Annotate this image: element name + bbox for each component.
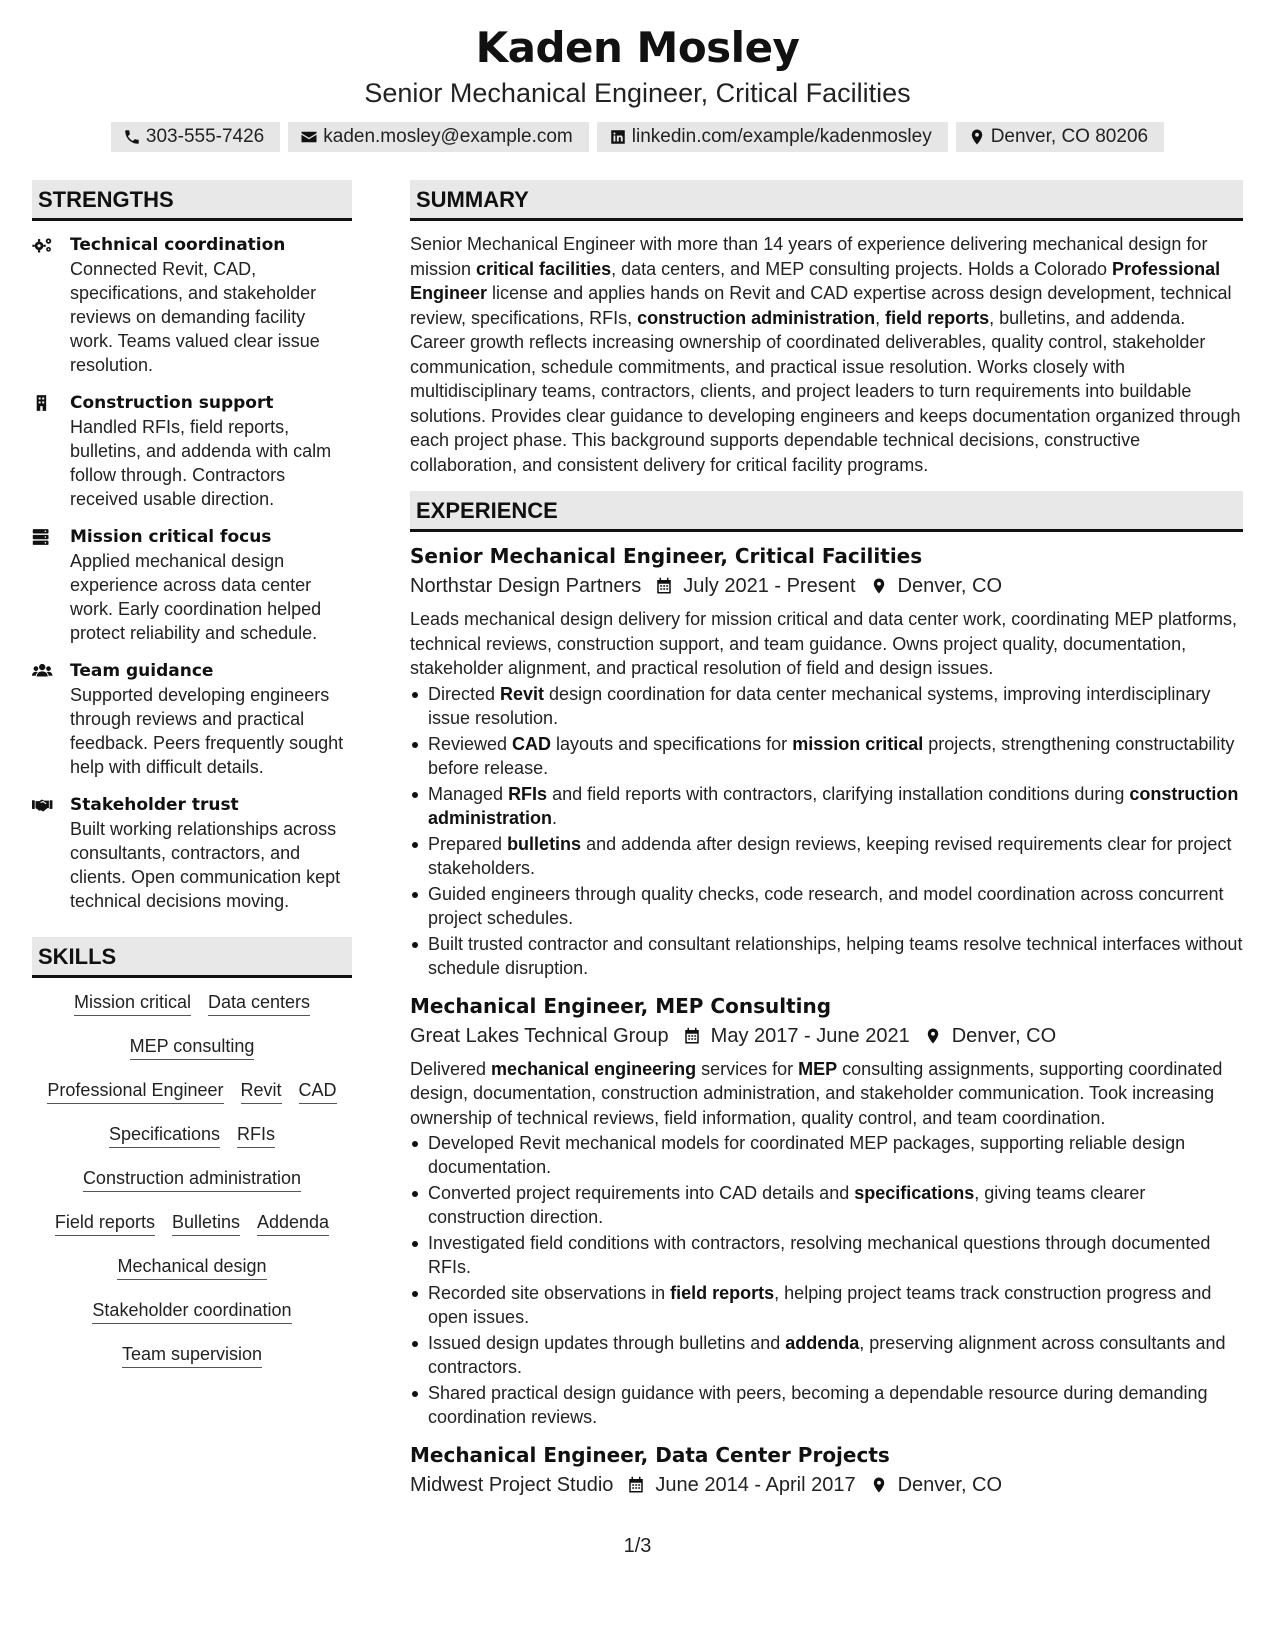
skill-tag: Addenda xyxy=(257,1210,329,1236)
bold-term: CAD xyxy=(512,733,552,754)
skills-section xyxy=(32,937,352,1368)
job-bullets xyxy=(410,682,1243,980)
experience-list xyxy=(410,542,1243,1500)
job-bullet: Recorded site observations in field reports, helping project teams track construction progress and open issues. xyxy=(410,1281,1243,1329)
strength-item xyxy=(32,391,352,511)
skill-row xyxy=(32,1298,352,1324)
linkedin-icon xyxy=(609,128,627,146)
strength-title: Team guidance xyxy=(70,661,214,681)
email-text: kaden.mosley@example.com xyxy=(323,126,573,147)
summary-text: Senior Mechanical Engineer with more than 14 years of experience delivering mechanical design for mission critical facilities, data centers, and MEP consulting projects. Holds a Colorado Professional Engineer license and applies hands on Revit and CAD expertise across design development, technical review, specifications, RFIs, construction administration, field reports, bulletins, and addenda. Career growth reflects increasing ownership of coordinated deliverables, quality control, stakeholder communication, schedule commitments, and practical issue resolution. Works closely with multidisciplinary teams, contractors, clients, and project leaders to turn requirements into buildable solutions. Provides clear guidance to developing engineers and keeps documentation organized through each project phase. This background supports dependable technical decisions, constructive collaboration, and consistent delivery for critical facility programs. xyxy=(410,234,1241,475)
candidate-name: Kaden Mosley xyxy=(475,23,800,72)
job-entry xyxy=(410,992,1243,1430)
job-entry xyxy=(410,542,1243,980)
strength-item xyxy=(32,659,352,779)
skill-tag: Mission critical xyxy=(74,990,191,1016)
strength-title: Mission critical focus xyxy=(70,527,272,547)
job-company: Midwest Project Studio xyxy=(410,1474,614,1496)
strengths-heading: STRENGTHS xyxy=(32,180,352,221)
job-bullet: Issued design updates through bulletins and addenda, preserving alignment across consultants and contractors. xyxy=(410,1331,1243,1379)
job-description: Leads mechanical design delivery for mission critical and data center work, coordinating MEP platforms, technical reviews, construction support, and team guidance. Owns project quality, documentation, stakeholder alignment, and practical resolution of field and design issues. xyxy=(410,609,1238,678)
page-number: 1/3 xyxy=(623,1535,652,1557)
skill-tag: Revit xyxy=(241,1078,282,1104)
skill-tag: Team supervision xyxy=(122,1342,262,1368)
strength-item xyxy=(32,793,352,913)
job-company: Great Lakes Technical Group xyxy=(410,1024,669,1047)
skill-tag: CAD xyxy=(299,1078,337,1104)
map-pin-icon xyxy=(870,577,888,595)
skill-row xyxy=(32,1166,352,1192)
building-icon xyxy=(32,394,54,412)
job-company: Northstar Design Partners xyxy=(410,575,642,597)
strength-title: Technical coordination xyxy=(70,235,286,255)
skill-row xyxy=(32,1254,352,1280)
job-bullet: Investigated field conditions with contractors, resolving mechanical questions through documented RFIs. xyxy=(410,1231,1243,1279)
phone-icon xyxy=(123,128,141,146)
experience-heading: EXPERIENCE xyxy=(410,491,1243,532)
gears-icon xyxy=(32,236,54,254)
strength-desc: Handled RFIs, field reports, bulletins, and addenda with calm follow through. Contractors received usable direction. xyxy=(70,417,332,509)
bold-term: RFIs xyxy=(508,783,548,804)
skills-list xyxy=(32,978,352,1368)
skill-tag: Stakeholder coordination xyxy=(92,1298,291,1324)
skills-heading: SKILLS xyxy=(32,937,352,978)
job-title: Senior Mechanical Engineer, Critical Facilities xyxy=(410,544,923,568)
right-column xyxy=(410,180,1243,1500)
skill-tag: Mechanical design xyxy=(117,1254,266,1280)
resume-body xyxy=(32,180,1243,1500)
skill-row xyxy=(32,1342,352,1368)
calendar-icon xyxy=(683,1027,701,1045)
skill-tag: RFIs xyxy=(237,1122,275,1148)
strength-item xyxy=(32,525,352,645)
bold-term: specifications xyxy=(854,1183,975,1203)
job-description: Delivered mechanical engineering services for MEP consulting assignments, supporting coordinated design, documentation, construction administration, and stakeholder communication. Took increasing ownership of technical reviews, field information, quality control, and team coordination. xyxy=(410,1058,1223,1128)
job-bullet: Reviewed CAD layouts and specifications for mission critical projects, strengthening constructability before release. xyxy=(410,732,1243,780)
skill-tag: Professional Engineer xyxy=(47,1078,223,1104)
strength-desc: Applied mechanical design experience across data center work. Early coordination helped protect reliability and schedule. xyxy=(70,551,322,643)
bold-term: Professional Engineer xyxy=(410,258,1221,303)
job-location: Denver, CO xyxy=(951,1024,1057,1047)
job-title: Mechanical Engineer, Data Center Projects xyxy=(410,1443,890,1467)
linkedin-text: linkedin.com/example/kadenmosley xyxy=(631,126,932,147)
job-bullet: Built trusted contractor and consultant relationships, helping teams resolve technical interfaces without schedule disruption. xyxy=(410,932,1243,980)
job-meta xyxy=(410,1470,1243,1500)
job-dates: July 2021 - Present xyxy=(683,575,856,597)
bold-term: mission critical xyxy=(792,733,924,754)
strength-desc: Supported developing engineers through reviews and practical feedback. Peers frequently sought help with difficult details. xyxy=(70,685,344,777)
strength-title: Construction support xyxy=(70,393,274,413)
skill-tag: Data centers xyxy=(208,990,310,1016)
bold-term: critical facilities xyxy=(476,258,612,279)
job-bullet: Directed Revit design coordination for data center mechanical systems, improving interdisciplinary issue resolution. xyxy=(410,682,1243,730)
summary-heading: SUMMARY xyxy=(410,180,1243,221)
map-pin-icon xyxy=(870,1476,888,1494)
bold-term: construction administration xyxy=(637,307,876,328)
strength-desc: Built working relationships across consultants, contractors, and clients. Open communication kept technical decisions moving. xyxy=(70,819,341,911)
strength-title: Stakeholder trust xyxy=(70,795,239,815)
job-bullet: Shared practical design guidance with peers, becoming a dependable resource during demanding coordination reviews. xyxy=(410,1381,1243,1429)
skill-tag: Field reports xyxy=(55,1210,155,1236)
skill-tag: MEP consulting xyxy=(130,1034,255,1060)
users-icon xyxy=(32,662,54,680)
job-dates: June 2014 - April 2017 xyxy=(655,1474,856,1496)
phone-chip[interactable] xyxy=(111,122,280,152)
bold-term: addenda xyxy=(785,1333,860,1353)
job-bullet: Guided engineers through quality checks, code research, and model coordination across concurrent project schedules. xyxy=(410,882,1243,930)
job-bullet: Developed Revit mechanical models for coordinated MEP packages, supporting reliable design documentation. xyxy=(410,1131,1243,1179)
bold-term: MEP xyxy=(798,1058,838,1079)
server-icon xyxy=(32,528,54,546)
bold-term: field reports xyxy=(885,307,990,328)
job-location: Denver, CO xyxy=(897,1474,1003,1496)
job-entry xyxy=(410,1441,1243,1500)
strengths-list xyxy=(32,221,352,913)
job-bullet: Managed RFIs and field reports with contractors, clarifying installation conditions during construction administration. xyxy=(410,782,1243,830)
map-pin-icon xyxy=(924,1027,942,1045)
skill-row xyxy=(32,1122,352,1148)
location-text: Denver, CO 80206 xyxy=(990,126,1149,147)
handshake-icon xyxy=(32,796,54,814)
calendar-icon xyxy=(627,1476,645,1494)
job-location: Denver, CO xyxy=(897,575,1003,597)
candidate-title: Senior Mechanical Engineer, Critical Facilities xyxy=(364,78,911,108)
skill-row xyxy=(32,1210,352,1236)
resume-header xyxy=(0,0,1275,152)
strength-desc: Connected Revit, CAD, specifications, and stakeholder reviews on demanding facility work. Teams valued clear issue resolution. xyxy=(70,259,320,375)
left-column xyxy=(32,180,352,1500)
location-chip xyxy=(956,122,1164,152)
skill-row xyxy=(32,1078,352,1104)
skill-row xyxy=(32,1034,352,1060)
job-title: Mechanical Engineer, MEP Consulting xyxy=(410,993,832,1018)
skill-row xyxy=(32,990,352,1016)
bold-term: mechanical engineering xyxy=(491,1058,697,1079)
map-pin-icon xyxy=(968,128,986,146)
bold-term: Revit xyxy=(500,683,545,704)
bold-term: construction administration xyxy=(428,783,1239,828)
job-bullets xyxy=(410,1131,1243,1429)
skill-tag: Construction administration xyxy=(83,1166,301,1192)
bold-term: bulletins xyxy=(507,833,582,854)
phone-text: 303-555-7426 xyxy=(145,126,265,147)
job-bullet: Converted project requirements into CAD details and specifications, giving teams clearer construction direction. xyxy=(410,1181,1243,1229)
strength-item xyxy=(32,233,352,377)
skill-tag: Bulletins xyxy=(172,1210,240,1236)
envelope-icon xyxy=(300,128,318,146)
job-meta xyxy=(410,1021,1243,1051)
skill-tag: Specifications xyxy=(109,1122,220,1148)
email-chip[interactable] xyxy=(288,122,589,152)
linkedin-chip[interactable] xyxy=(597,122,948,152)
job-bullet: Prepared bulletins and addenda after design reviews, keeping revised requirements clear for project stakeholders. xyxy=(410,832,1243,880)
contact-bar xyxy=(0,122,1275,152)
job-meta xyxy=(410,571,1243,601)
bold-term: field reports xyxy=(670,1283,775,1303)
calendar-icon xyxy=(655,577,673,595)
job-dates: May 2017 - June 2021 xyxy=(710,1024,910,1047)
